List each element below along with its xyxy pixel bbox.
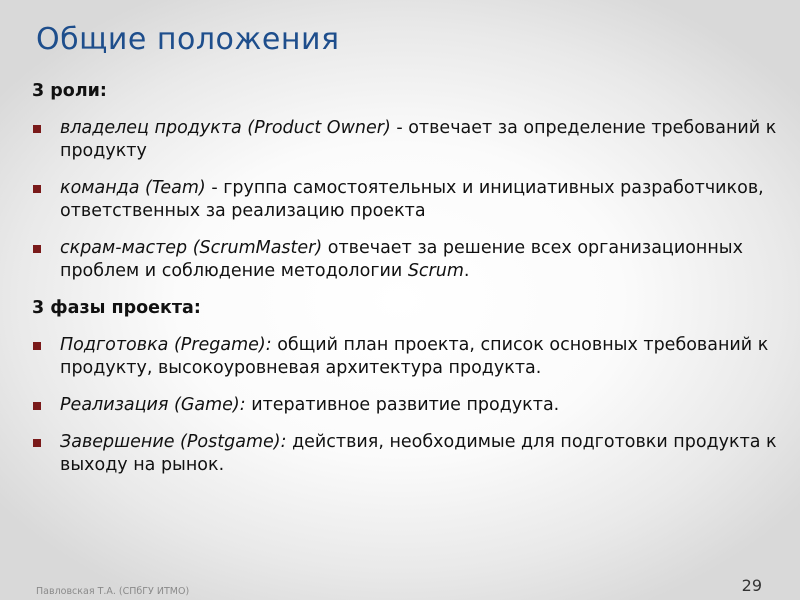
roles-heading: 3 роли:	[32, 81, 107, 101]
phase-term: Завершение (Postgame):	[60, 432, 287, 452]
list-item	[32, 394, 792, 417]
role-description: - группа самостоятельных и инициативных разработчиков, ответственных за реализацию проекта	[60, 178, 764, 221]
phase-term: Подготовка (Pregame):	[60, 335, 272, 355]
phase-description: общий план проекта, список основных требований к продукту, высокоуровневая архитектура продукта.	[60, 335, 769, 378]
square-bullet-icon	[33, 342, 41, 350]
methodology-term: Scrum	[407, 261, 464, 281]
list-item	[32, 431, 792, 477]
page-number: 29	[741, 576, 762, 595]
list-item	[32, 117, 792, 163]
list-item	[32, 237, 792, 283]
list-item	[32, 334, 792, 380]
role-term: владелец продукта (Product Owner)	[60, 118, 391, 138]
role-description: отвечает за решение всех организационных проблем и соблюдение методологии	[60, 238, 743, 281]
footer-author: Павловская Т.А. (СПбГУ ИТМО)	[36, 586, 190, 597]
role-term: команда (Team)	[60, 178, 206, 198]
sentence-end: .	[463, 261, 470, 281]
square-bullet-icon	[33, 185, 41, 193]
role-term: скрам-мастер (ScrumMaster)	[60, 238, 323, 258]
square-bullet-icon	[33, 439, 41, 447]
list-item	[32, 177, 792, 223]
phase-description: итеративное развитие продукта.	[245, 395, 560, 415]
phases-list	[32, 334, 792, 477]
roles-list	[32, 117, 792, 283]
slide-title: Общие положения	[36, 22, 340, 57]
role-description: - отвечает за определение требований к продукту	[60, 118, 777, 161]
phase-description: действия, необходимые для подготовки продукта к выходу на рынок.	[60, 432, 777, 475]
phase-term: Реализация (Game):	[60, 395, 246, 415]
slide-content	[32, 80, 792, 491]
square-bullet-icon	[33, 125, 41, 133]
square-bullet-icon	[33, 402, 41, 410]
phases-heading: 3 фазы проекта:	[32, 298, 201, 318]
square-bullet-icon	[33, 245, 41, 253]
